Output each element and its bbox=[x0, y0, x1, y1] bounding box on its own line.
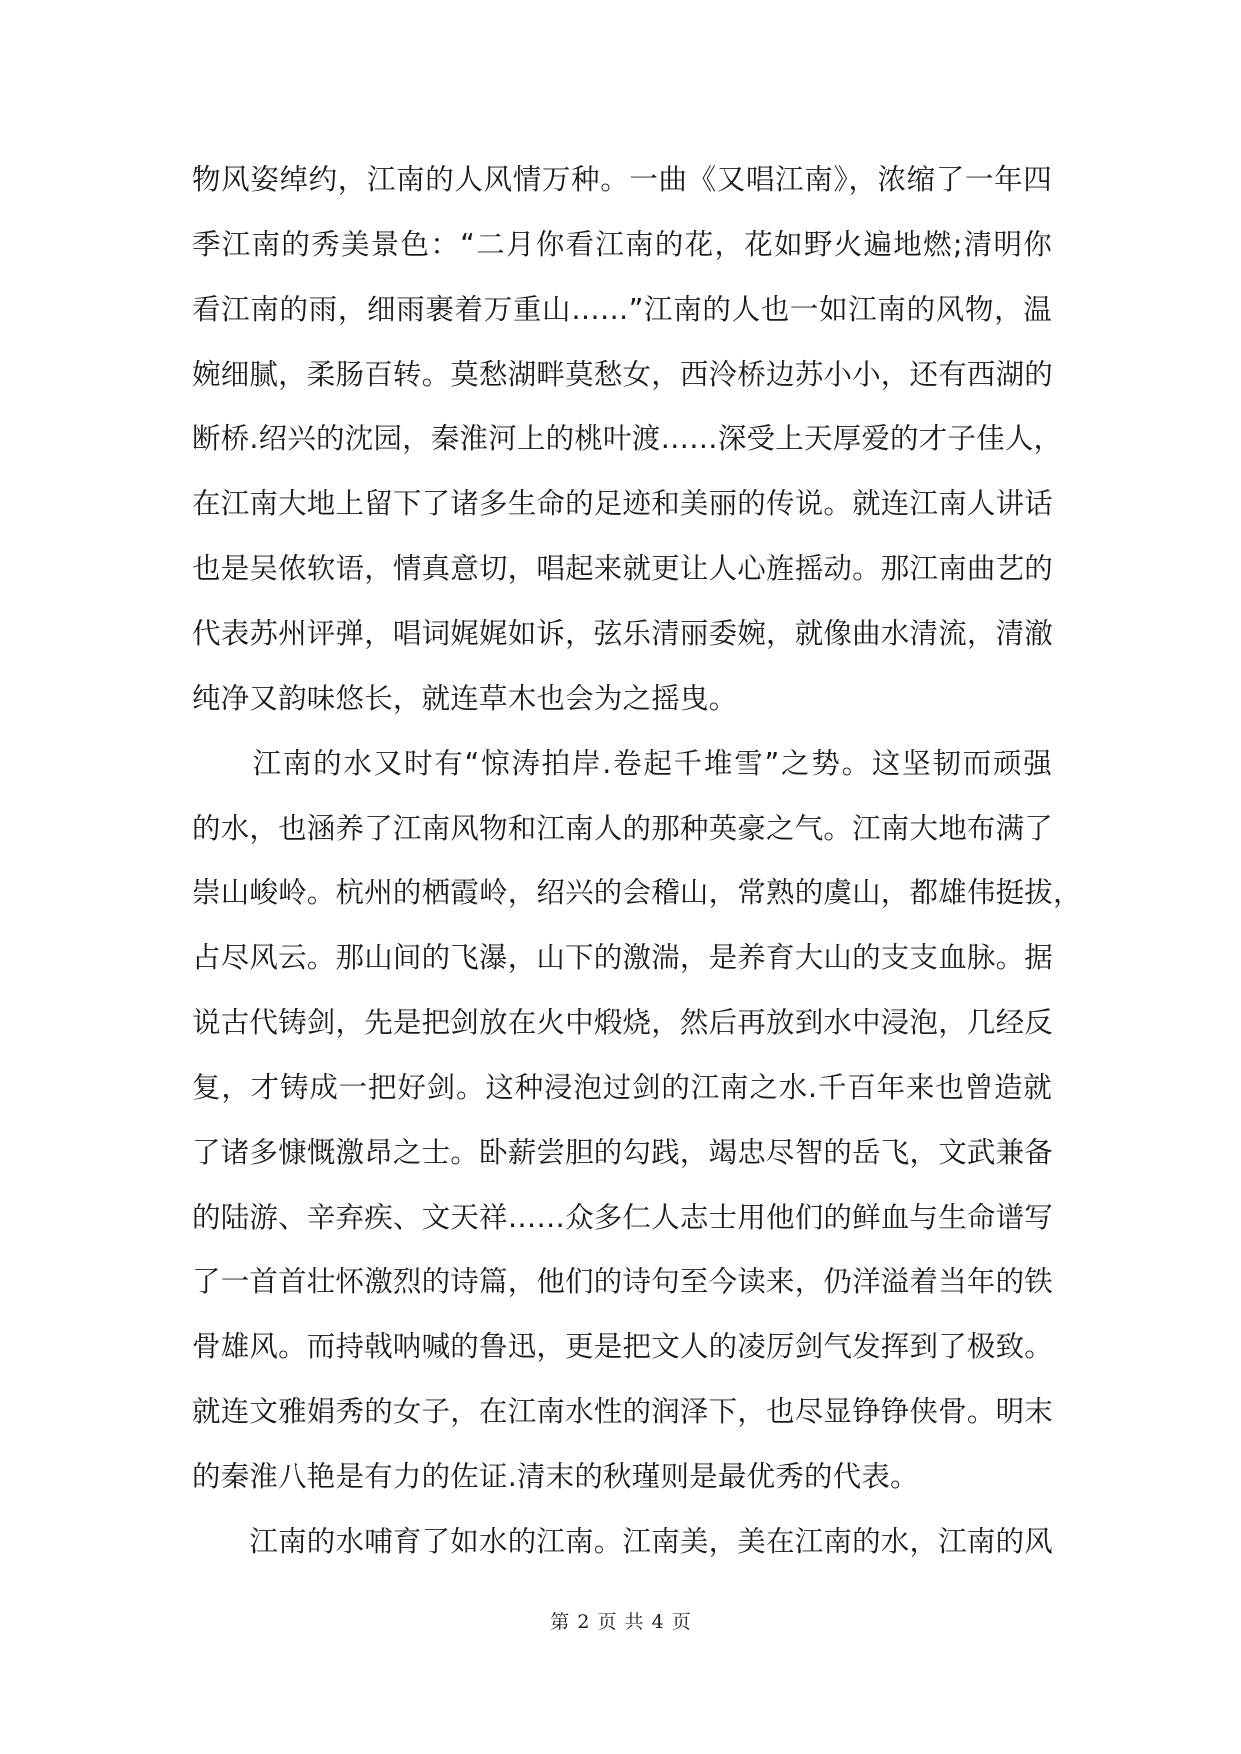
footer-current-page: 2 bbox=[577, 1611, 590, 1633]
footer-total-pages: 4 bbox=[651, 1611, 664, 1633]
footer-suffix: 页 bbox=[671, 1611, 691, 1633]
text-line: 江南的水哺育了如水的江南。江南美，美在江南的水，江南的风 bbox=[192, 1524, 1054, 1558]
text-line: 就连文雅娟秀的女子，在江南水性的润泽下，也尽显铮铮侠骨。明末 bbox=[192, 1395, 1054, 1429]
text-line: 说古代铸剑，先是把剑放在火中煅烧，然后再放到水中浸泡，几经反 bbox=[192, 1006, 1054, 1040]
footer-prefix: 第 bbox=[550, 1611, 570, 1633]
footer-page-word: 页 bbox=[597, 1611, 617, 1633]
text-line: 的陆游、辛弃疾、文天祥……众多仁人志士用他们的鲜血与生命谱写 bbox=[192, 1200, 1054, 1234]
text-line: 在江南大地上留下了诸多生命的足迹和美丽的传说。就连江南人讲话 bbox=[192, 487, 1054, 521]
text-line: 看江南的雨，细雨裹着万重山……”江南的人也一如江南的风物，温 bbox=[192, 292, 1052, 326]
text-line: 江南的水又时有“惊涛拍岸.卷起千堆雪”之势。这坚韧而顽强 bbox=[192, 746, 1052, 780]
text-line: 也是吴侬软语，情真意切，唱起来就更让人心旌摇动。那江南曲艺的 bbox=[192, 552, 1054, 586]
text-line: 占尽风云。那山间的飞瀑，山下的激湍，是养育大山的支支血脉。据 bbox=[192, 941, 1054, 975]
text-line: 断桥.绍兴的沈园，秦淮河上的桃叶渡……深受上天厚爱的才子佳人， bbox=[192, 422, 1063, 456]
text-line: 崇山峻岭。杭州的栖霞岭，绍兴的会稽山，常熟的虞山，都雄伟挺拔， bbox=[192, 876, 1082, 910]
text-line: 物风姿绰约，江南的人风情万种。一曲《又唱江南》，浓缩了一年四 bbox=[192, 163, 1052, 196]
text-line: 纯净又韵味悠长，就连草木也会为之摇曳。 bbox=[192, 681, 738, 715]
text-line: 复，才铸成一把好剑。这种浸泡过剑的江南之水.千百年来也曾造就 bbox=[192, 1070, 1052, 1104]
text-line: 的水，也涵养了江南风物和江南人的那种英豪之气。江南大地布满了 bbox=[192, 811, 1054, 845]
text-line: 的秦淮八艳是有力的佐证.清末的秋瑾则是最优秀的代表。 bbox=[192, 1460, 919, 1493]
footer-total-prefix: 共 bbox=[624, 1611, 644, 1633]
text-line: 婉细腻，柔肠百转。莫愁湖畔莫愁女，西泠桥边苏小小，还有西湖的 bbox=[192, 357, 1054, 391]
text-line: 季江南的秀美景色：“二月你看江南的花，花如野火遍地燃;清明你 bbox=[192, 227, 1052, 261]
text-line: 骨雄风。而持戟呐喊的鲁迅，更是把文人的凌厉剑气发挥到了极致。 bbox=[192, 1330, 1054, 1364]
page-footer bbox=[0, 1609, 1241, 1635]
text-line: 了诸多慷慨激昂之士。卧薪尝胆的勾践，竭忠尽智的岳飞，文武兼备 bbox=[192, 1135, 1054, 1169]
text-line: 代表苏州评弹，唱词娓娓如诉，弦乐清丽委婉，就像曲水清流，清澈 bbox=[192, 616, 1054, 650]
text-line: 了一首首壮怀激烈的诗篇，他们的诗句至今读来，仍洋溢着当年的铁 bbox=[192, 1265, 1054, 1299]
